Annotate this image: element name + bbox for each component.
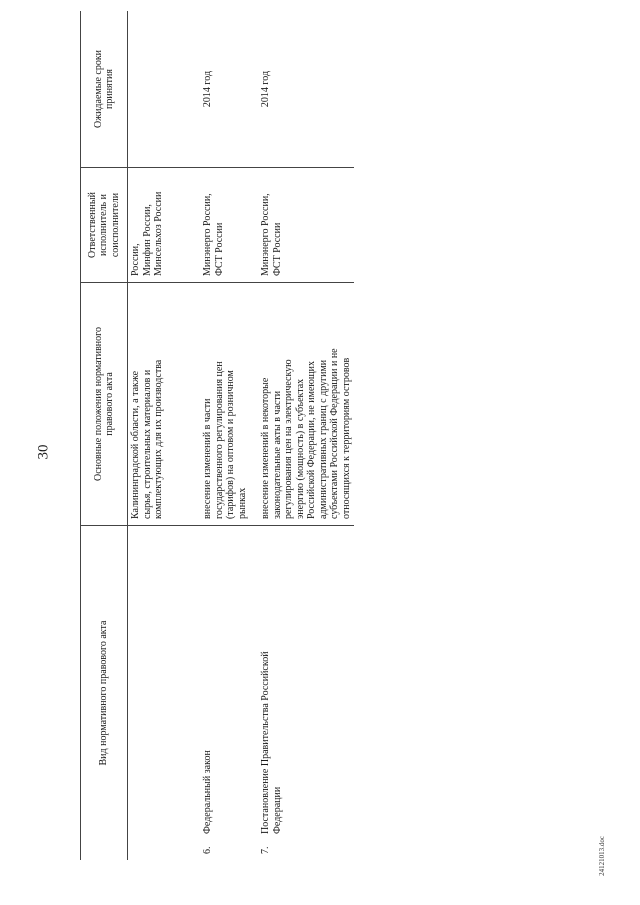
- act-type: Федеральный закон: [202, 750, 213, 834]
- header-act-type: Вид нормативного правового акта: [81, 526, 128, 861]
- page-number: 30: [35, 444, 52, 460]
- document-code: 24121013.doc: [598, 836, 606, 876]
- cell-deadline: 2014 год: [192, 11, 250, 168]
- cell-responsible: Минэнерго России, ФСТ России: [192, 168, 250, 283]
- act-type: Постановление Правительства Российской Федерации: [260, 651, 283, 834]
- rotated-table-frame: [80, 49, 412, 860]
- normative-acts-table: [80, 11, 354, 860]
- cell-provisions: Калининградской области, а также сырья, строительных материалов и комплектующих для их производства: [128, 283, 193, 526]
- cell-deadline: 2014 год: [250, 11, 354, 168]
- row-number: 7.: [260, 846, 271, 854]
- cell-provisions: внесение изменений в некоторые законодательные акты в части регулирования цен на электрическую энергию (мощность) в субъектах Российской Федерации, не имеющих административных границ с другими субъектами Российской Федерации и не относящихся к территориям островов: [250, 283, 354, 526]
- row-number: 6.: [202, 846, 213, 854]
- cell-type-empty: [128, 526, 193, 861]
- header-responsible: Ответственный исполнитель и соисполнители: [81, 168, 128, 283]
- table-row: [250, 11, 354, 860]
- cell-type: [250, 526, 354, 861]
- table-container: [80, 49, 412, 860]
- cell-responsible: России, Минфин России, Минсельхоз России: [128, 168, 193, 283]
- header-provisions: Основные положения нормативного правового акта: [81, 283, 128, 526]
- header-deadline: Ожидаемые сроки принятия: [81, 11, 128, 168]
- table-header-row: [81, 11, 128, 860]
- table-row-continuation: [128, 11, 193, 860]
- table-row: [192, 11, 250, 860]
- cell-responsible: Минэнерго России, ФСТ России: [250, 168, 354, 283]
- cell-deadline: [128, 11, 193, 168]
- cell-type: [192, 526, 250, 861]
- cell-provisions: внесение изменений в части государственного регулирования цен (тарифов) на оптовом и розничном рынках: [192, 283, 250, 526]
